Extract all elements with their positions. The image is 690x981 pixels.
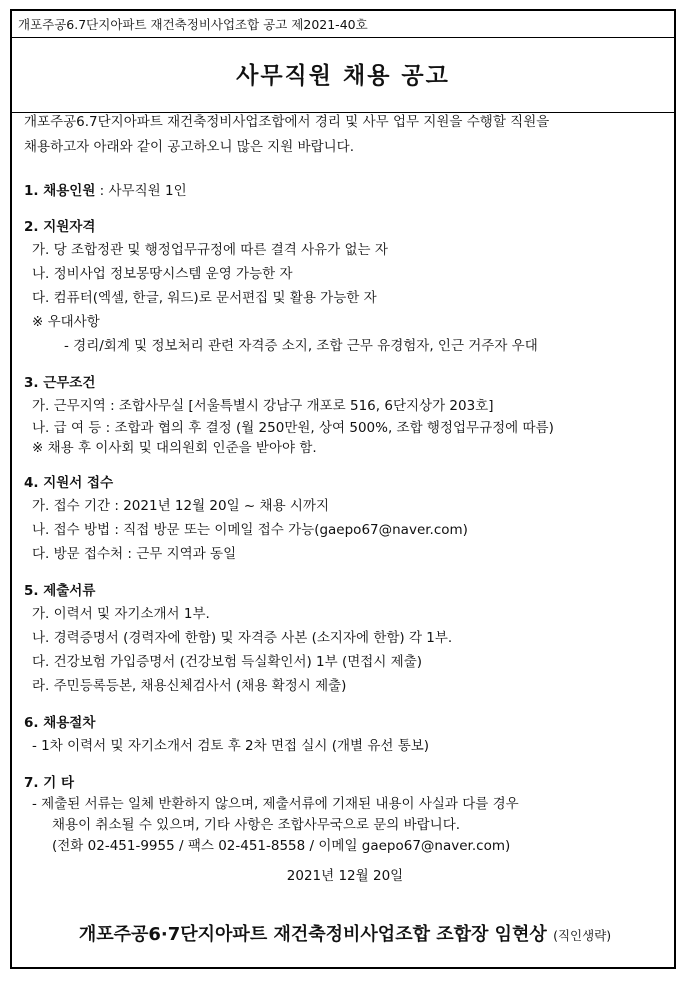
list-item: ※ 우대사항	[32, 314, 100, 330]
list-item: - 경리/회계 및 정보처리 관련 자격증 소지, 조합 근무 유경험자, 인근 거주자 우대	[64, 338, 538, 354]
list-item: 가. 근무지역 : 조합사무실 [서울특별시 강남구 개포로 516, 6단지상가 203호]	[32, 398, 494, 414]
title-row	[12, 38, 674, 113]
section-title: 2. 지원자격	[24, 219, 96, 235]
section-procedure	[24, 712, 682, 758]
page-title: 사무직원 채용 공고	[236, 62, 450, 89]
list-item: 가. 접수 기간 : 2021년 12월 20일 ~ 채용 시까지	[32, 498, 330, 514]
list-item: 나. 경력증명서 (경력자에 한함) 및 자격증 사본 (소지자에 한함) 각 1부.	[32, 630, 453, 646]
list-item: - 제출된 서류는 일체 반환하지 않으며, 제출서류에 기재된 내용이 사실과 다를 경우	[32, 796, 519, 812]
section-documents	[24, 580, 682, 698]
signature-line	[0, 920, 690, 946]
intro-line-2: 채용하고자 아래와 같이 공고하오니 많은 지원 바랍니다.	[24, 139, 354, 155]
section-title: 1. 채용인원	[24, 183, 96, 199]
seal-note: (직인생략)	[553, 928, 612, 943]
list-item: 가. 이력서 및 자기소개서 1부.	[32, 606, 210, 622]
section-title: 7. 기 타	[24, 775, 75, 791]
list-item: 다. 컴퓨터(엑셀, 한글, 워드)로 문서편집 및 활용 가능한 자	[32, 290, 377, 306]
list-item: (전화 02-451-9955 / 팩스 02-451-8558 / 이메일 gaepo67@naver.com)	[52, 838, 511, 854]
list-item: 다. 건강보험 가입증명서 (건강보험 득실확인서) 1부 (면접시 제출)	[32, 654, 423, 670]
list-item: 다. 방문 접수처 : 근무 지역과 동일	[32, 546, 237, 562]
notice-date: 2021년 12월 20일	[286, 868, 404, 884]
list-item: - 1차 이력서 및 자기소개서 검토 후 2차 면접 실시 (개별 유선 통보)	[32, 738, 430, 754]
section-title: 6. 채용절차	[24, 715, 96, 731]
intro-paragraph	[24, 104, 682, 160]
section-other	[24, 772, 682, 857]
section-recruitment-count	[24, 180, 682, 202]
intro-line-1: 개포주공6.7단지아파트 재건축정비사업조합에서 경리 및 사무 업무 지원을 수행할 직원을	[24, 114, 550, 130]
section-qualifications	[24, 216, 682, 358]
signature-name: 개포주공6·7단지아파트 재건축정비사업조합 조합장 임현상	[78, 924, 547, 945]
list-item: 나. 정비사업 정보몽땅시스템 운영 가능한 자	[32, 266, 293, 282]
notice-number: 개포주공6.7단지아파트 재건축정비사업조합 공고 제2021-40호	[12, 11, 674, 38]
section-work-conditions	[24, 372, 682, 458]
list-item: 채용이 취소될 수 있으며, 기타 사항은 조합사무국으로 문의 바랍니다.	[52, 817, 461, 833]
section-value: : 사무직원 1인	[95, 183, 187, 199]
list-item: 나. 접수 방법 : 직접 방문 또는 이메일 접수 가능(gaepo67@naver.com)	[32, 522, 468, 538]
list-item: 라. 주민등록등본, 채용신체검사서 (채용 확정시 제출)	[32, 678, 347, 694]
section-title: 3. 근무조건	[24, 375, 96, 391]
section-title: 5. 제출서류	[24, 583, 96, 599]
section-application	[24, 472, 682, 566]
notice-body	[24, 104, 682, 857]
list-item: 가. 당 조합정관 및 행정업무규정에 따른 결격 사유가 없는 자	[32, 242, 388, 258]
section-title: 4. 지원서 접수	[24, 475, 114, 491]
list-item: 나. 급 여 등 : 조합과 협의 후 결정 (월 250만원, 상여 500%, 조합 행정업무규정에 따름)	[32, 420, 554, 436]
list-item: ※ 채용 후 이사회 및 대의원회 인준을 받아야 함.	[32, 440, 317, 456]
